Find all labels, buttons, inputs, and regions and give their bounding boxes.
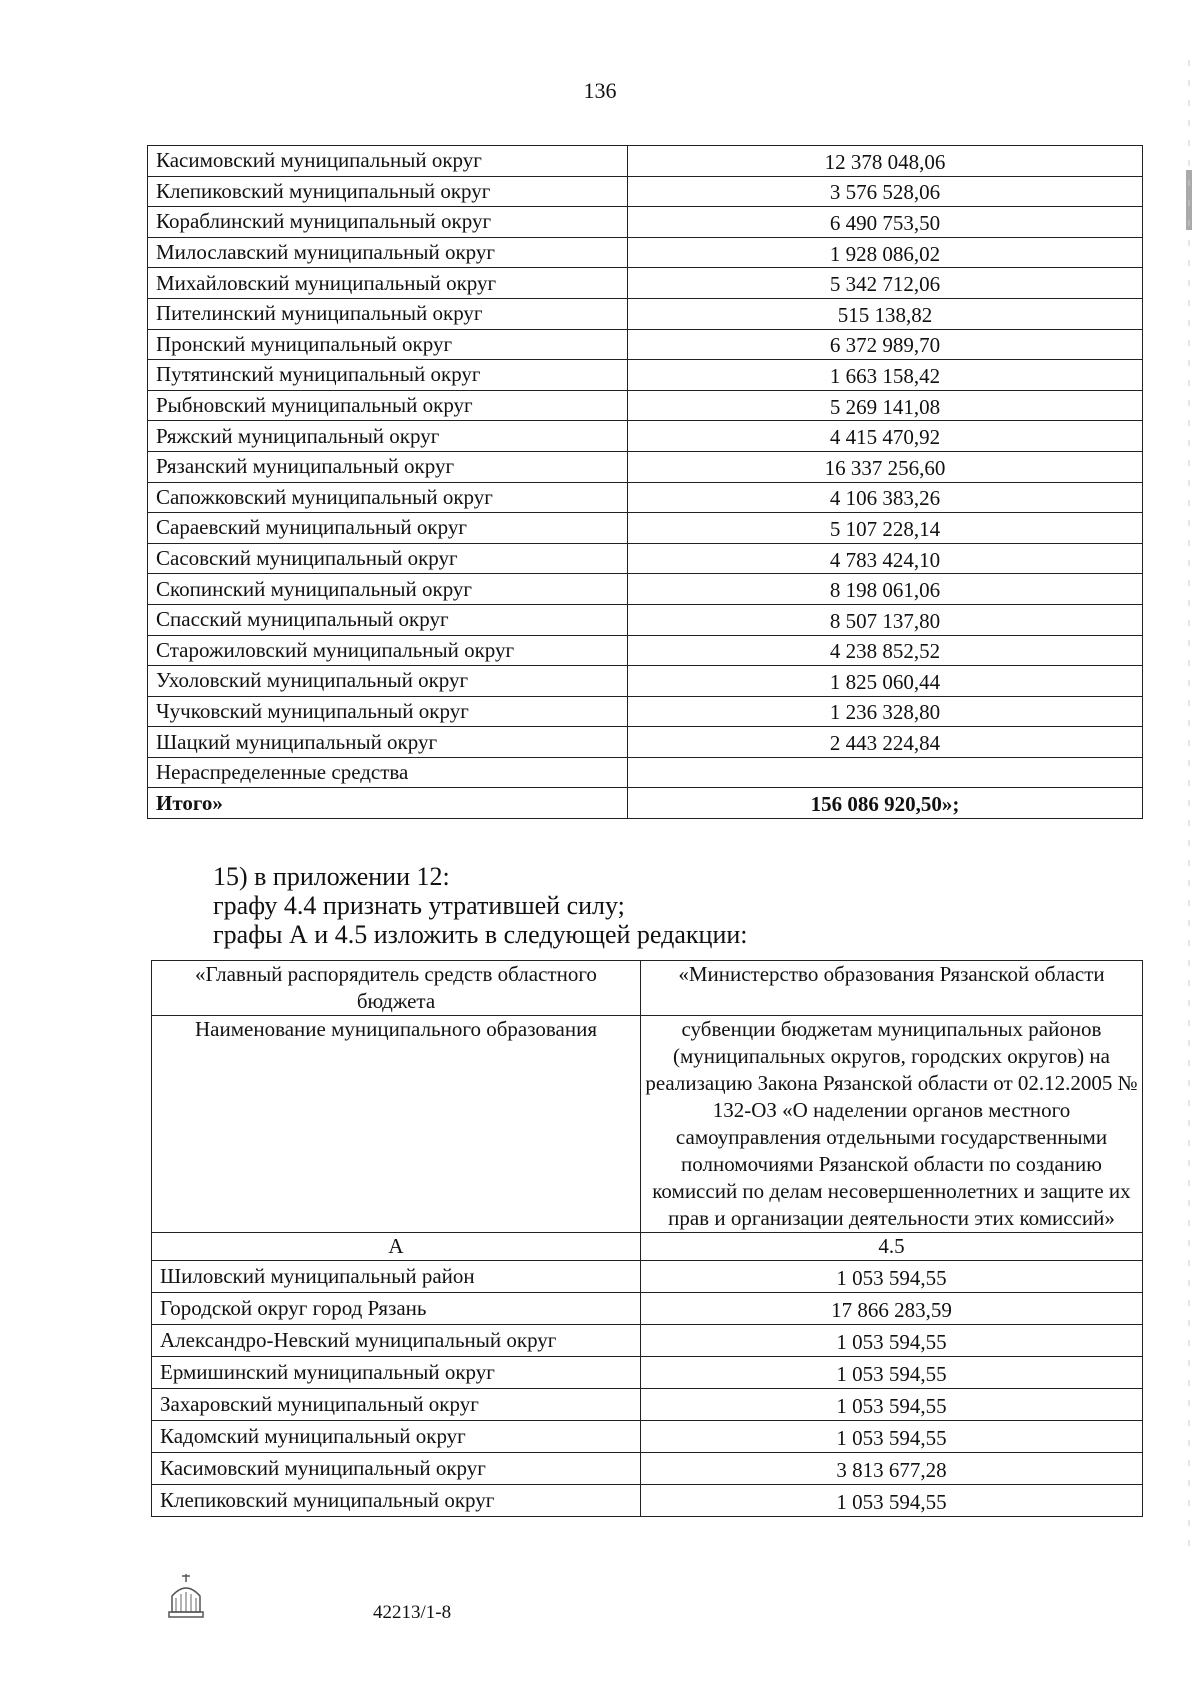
amount-value: 515 138,82 xyxy=(628,298,1143,329)
table-row xyxy=(148,666,1143,697)
municipality-name: Сапожковский муниципальный округ xyxy=(148,482,628,513)
amount-value: 4 238 852,52 xyxy=(628,635,1143,666)
municipality-name: Чучковский муниципальный округ xyxy=(148,696,628,727)
table-row xyxy=(148,574,1143,605)
table-row xyxy=(148,482,1143,513)
table-row xyxy=(148,329,1143,360)
column-codes-row xyxy=(152,1233,1143,1261)
amount-value: 5 342 712,06 xyxy=(628,268,1143,299)
column-code-a: А xyxy=(152,1233,641,1261)
budget-table-continued xyxy=(147,145,1143,819)
amount-value: 5 107 228,14 xyxy=(628,513,1143,544)
municipality-name: Клепиковский муниципальный округ xyxy=(152,1485,641,1517)
budget-table-body xyxy=(148,146,1143,819)
table-row xyxy=(148,268,1143,299)
municipality-name: Ряжский муниципальный округ xyxy=(148,421,628,452)
column-code-4-5: 4.5 xyxy=(641,1233,1143,1261)
subvention-value: 17 866 283,59 xyxy=(641,1293,1143,1325)
municipality-name: Ухоловский муниципальный округ xyxy=(148,666,628,697)
subvention-value: 1 053 594,55 xyxy=(641,1421,1143,1453)
municipality-name: Касимовский муниципальный округ xyxy=(148,146,628,177)
table-row xyxy=(148,390,1143,421)
amount-value: 8 198 061,06 xyxy=(628,574,1143,605)
amount-value: 12 378 048,06 xyxy=(628,146,1143,177)
total-value: 156 086 920,50»; xyxy=(628,788,1143,819)
amendment-instructions xyxy=(213,862,748,949)
municipality-name: Клепиковский муниципальный округ xyxy=(148,176,628,207)
municipality-name: Сасовский муниципальный округ xyxy=(148,543,628,574)
instruction-line-3: графы А и 4.5 изложить в следующей редакции: xyxy=(213,920,748,949)
table-row xyxy=(148,635,1143,666)
table-row xyxy=(152,1421,1143,1453)
table-row xyxy=(148,421,1143,452)
amount-value: 3 576 528,06 xyxy=(628,176,1143,207)
municipality-name: Ермишинский муниципальный округ xyxy=(152,1357,641,1389)
municipality-name: Рязанский муниципальный округ xyxy=(148,451,628,482)
header-distributor-label: «Главный распорядитель средств областного бюджета xyxy=(152,961,641,1016)
municipality-name: Милославский муниципальный округ xyxy=(148,237,628,268)
table-row xyxy=(148,727,1143,758)
amount-value: 5 269 141,08 xyxy=(628,390,1143,421)
table-row xyxy=(152,1325,1143,1357)
table-row xyxy=(152,1453,1143,1485)
table-row xyxy=(148,757,1143,788)
table-row xyxy=(152,1261,1143,1293)
table-row xyxy=(152,1293,1143,1325)
table-row xyxy=(148,146,1143,177)
municipality-name: Пителинский муниципальный округ xyxy=(148,298,628,329)
subvention-table-body xyxy=(152,961,1143,1517)
amount-value: 1 663 158,42 xyxy=(628,360,1143,391)
municipality-name: Шацкий муниципальный округ xyxy=(148,727,628,758)
table-row xyxy=(148,360,1143,391)
table-row xyxy=(148,604,1143,635)
subvention-value: 1 053 594,55 xyxy=(641,1325,1143,1357)
header-subvention-description: субвенции бюджетам муниципальных районов (муниципальных округов, городских округов) на реализацию Закона Рязанской области от 02.12.2005 № 132-ОЗ «О наделении органов местного самоуправления отдельными государственными полномочиями Рязанской области по созданию комиссий по делам несовершеннолетних и защите их прав и организации деятельности этих комиссий» xyxy=(641,1016,1143,1233)
municipality-name: Кораблинский муниципальный округ xyxy=(148,207,628,238)
amount-value xyxy=(628,757,1143,788)
subvention-value: 1 053 594,55 xyxy=(641,1485,1143,1517)
document-code: 42213/1-8 xyxy=(373,1602,452,1623)
subvention-value: 1 053 594,55 xyxy=(641,1389,1143,1421)
amount-value: 4 106 383,26 xyxy=(628,482,1143,513)
amount-value: 8 507 137,80 xyxy=(628,604,1143,635)
header-ministry-label: «Министерство образования Рязанской области xyxy=(641,961,1143,1016)
municipality-name: Касимовский муниципальный округ xyxy=(152,1453,641,1485)
municipality-name: Спасский муниципальный округ xyxy=(148,604,628,635)
municipality-name: Скопинский муниципальный округ xyxy=(148,574,628,605)
municipality-name: Захаровский муниципальный округ xyxy=(152,1389,641,1421)
table-row xyxy=(148,513,1143,544)
municipality-name: Шиловский муниципальный район xyxy=(152,1261,641,1293)
instruction-line-1: 15) в приложении 12: xyxy=(213,862,450,891)
subvention-value: 1 053 594,55 xyxy=(641,1261,1143,1293)
amount-value: 1 236 328,80 xyxy=(628,696,1143,727)
municipality-name: Нераспределенные средства xyxy=(148,757,628,788)
subvention-table xyxy=(151,960,1143,1517)
table-row xyxy=(148,451,1143,482)
table-row xyxy=(148,298,1143,329)
municipality-name: Городской округ город Рязань xyxy=(152,1293,641,1325)
header-row-distributor xyxy=(152,961,1143,1016)
subvention-value: 1 053 594,55 xyxy=(641,1357,1143,1389)
municipality-name: Сараевский муниципальный округ xyxy=(148,513,628,544)
table-row xyxy=(148,543,1143,574)
page-number: 136 xyxy=(583,78,617,103)
table-row xyxy=(148,696,1143,727)
header-municipality-label: Наименование муниципального образования xyxy=(152,1016,641,1233)
amount-value: 2 443 224,84 xyxy=(628,727,1143,758)
table-row xyxy=(148,207,1143,238)
municipality-name: Старожиловский муниципальный округ xyxy=(148,635,628,666)
total-row xyxy=(148,788,1143,819)
municipality-name: Александро-Невский муниципальный округ xyxy=(152,1325,641,1357)
total-label: Итого» xyxy=(148,788,628,819)
header-row-description xyxy=(152,1016,1143,1233)
amount-value: 16 337 256,60 xyxy=(628,451,1143,482)
municipality-name: Кадомский муниципальный округ xyxy=(152,1421,641,1453)
amount-value: 6 490 753,50 xyxy=(628,207,1143,238)
amount-value: 1 928 086,02 xyxy=(628,237,1143,268)
amount-value: 1 825 060,44 xyxy=(628,666,1143,697)
table-row xyxy=(152,1389,1143,1421)
amount-value: 4 783 424,10 xyxy=(628,543,1143,574)
table-row xyxy=(152,1357,1143,1389)
municipality-name: Михайловский муниципальный округ xyxy=(148,268,628,299)
table-row xyxy=(152,1485,1143,1517)
amount-value: 4 415 470,92 xyxy=(628,421,1143,452)
emblem-logo xyxy=(166,1572,206,1620)
municipality-name: Рыбновский муниципальный округ xyxy=(148,390,628,421)
table-row xyxy=(148,237,1143,268)
municipality-name: Пронский муниципальный округ xyxy=(148,329,628,360)
subvention-value: 3 813 677,28 xyxy=(641,1453,1143,1485)
scan-margin-marks xyxy=(1186,60,1192,1560)
table-row xyxy=(148,176,1143,207)
municipality-name: Путятинский муниципальный округ xyxy=(148,360,628,391)
instruction-line-2: графу 4.4 признать утратившей силу; xyxy=(213,891,625,920)
amount-value: 6 372 989,70 xyxy=(628,329,1143,360)
